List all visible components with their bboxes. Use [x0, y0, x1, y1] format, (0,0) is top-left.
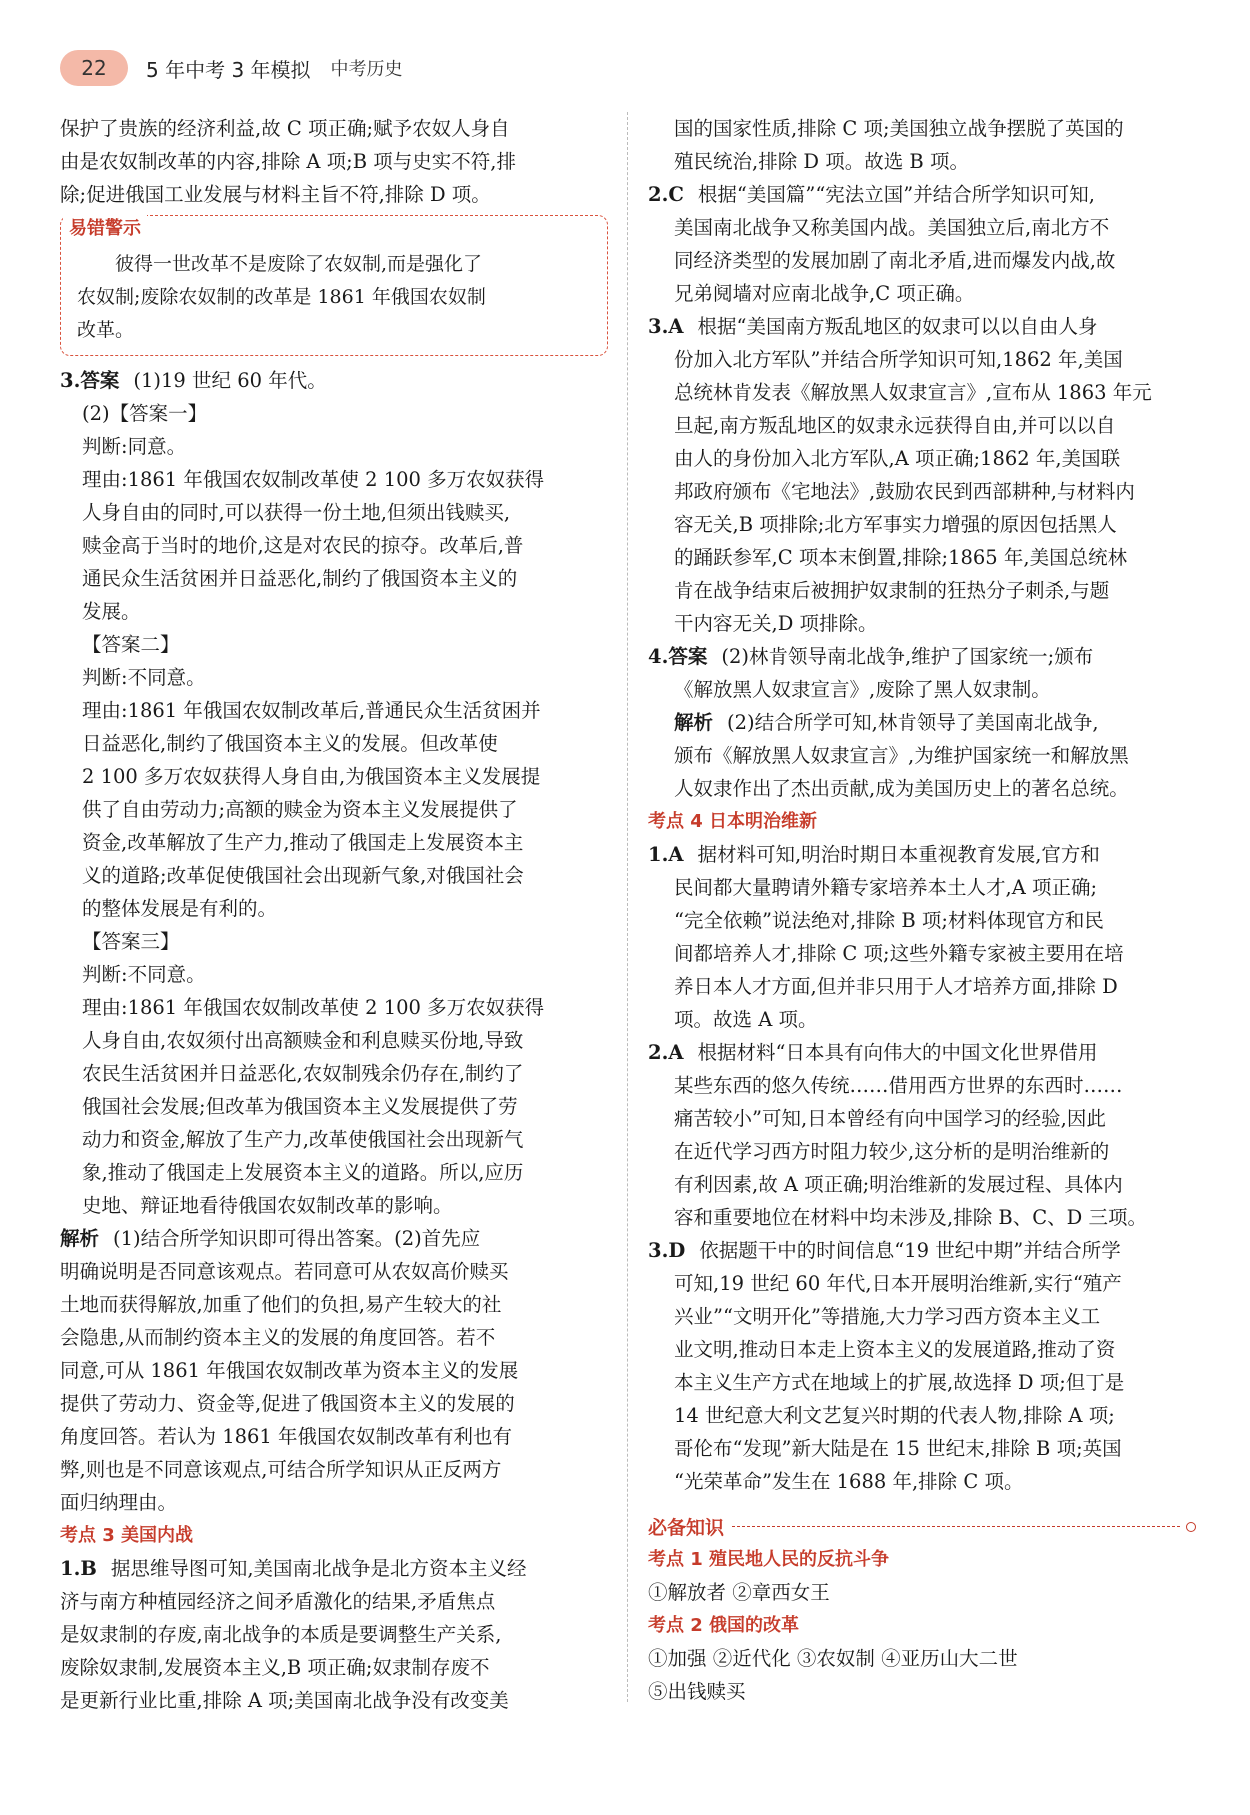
- r-q4-line: [648, 640, 1196, 673]
- text-line: 史地、辩证地看待俄国农奴制改革的影响。: [82, 1194, 453, 1217]
- r-q4-jiexi-text: (2)结合所学可知,林肯领导了美国南北战争,: [727, 711, 1099, 734]
- column-divider: [627, 112, 628, 1702]
- text-line: 判断:不同意。: [82, 666, 206, 689]
- r-q3-label: 3.A: [648, 315, 684, 338]
- text-line: 痛苦较小”可知,日本曾经有向中国学习的经验,因此: [674, 1107, 1106, 1130]
- text-line: “光荣革命”发生在 1688 年,排除 C 项。: [674, 1470, 1024, 1493]
- subject-label: 中考历史: [330, 59, 403, 80]
- text-line: 美国南北战争又称美国内战。美国独立后,南北方不: [674, 216, 1110, 239]
- r-q2-body: [648, 211, 1196, 310]
- text-line: 邦政府颁布《宅地法》,鼓励农民到西部耕种,与材料内: [674, 480, 1135, 503]
- kp2-title: 考点 2 俄国的改革: [648, 1615, 800, 1636]
- section-title-kd3: 考点 3 美国内战: [60, 1525, 194, 1546]
- page-number: 22: [60, 50, 128, 86]
- k2-body: [648, 1069, 1196, 1234]
- r-q4-jiexi-line: [648, 706, 1196, 739]
- k2-text: 根据材料“日本具有向伟大的中国文化世界借用: [697, 1041, 1098, 1064]
- text-line: 容无关,B 项排除;北方军事实力增强的原因包括黑人: [674, 513, 1117, 536]
- text-line: 资金,改革解放了生产力,推动了俄国走上发展资本主: [82, 831, 524, 854]
- k3-text: 依据题干中的时间信息“19 世纪中期”并结合所学: [699, 1239, 1121, 1262]
- text-line: 判断:同意。: [82, 435, 187, 458]
- text-line: 明确说明是否同意该观点。若同意可从农奴高价赎买: [60, 1260, 509, 1283]
- r-q4-jiexi-body: [648, 739, 1196, 805]
- text-line: 在近代学习西方时阻力较少,这分析的是明治维新的: [674, 1140, 1110, 1163]
- text-line: 动力和资金,解放了生产力,改革使俄国社会出现新气: [82, 1128, 524, 1151]
- text-line: 2 100 多万农奴获得人身自由,为俄国资本主义发展提: [82, 765, 541, 788]
- q1-body: [60, 1585, 608, 1717]
- text-line: “完全依赖”说法绝对,排除 B 项;材料体现官方和民: [674, 909, 1104, 932]
- text-line: 的整体发展是有利的。: [82, 897, 278, 920]
- k1-label: 1.A: [648, 843, 684, 866]
- text-line: 同经济类型的发展加剧了南北矛盾,进而爆发内战,故: [674, 249, 1116, 272]
- book-title: 5 年中考 3 年模拟: [146, 57, 311, 82]
- text-line: 保护了贵族的经济利益,故 C 项正确;赋予农奴人身自: [60, 117, 510, 140]
- text-line: 殖民统治,排除 D 项。故选 B 项。: [674, 150, 969, 173]
- text-line: 项。故选 A 项。: [674, 1008, 818, 1031]
- k1-body: [648, 871, 1196, 1036]
- text-line: 提供了劳动力、资金等,促进了俄国资本主义的发展的: [60, 1392, 515, 1415]
- text-line: 会隐患,从而制约资本主义的发展的角度回答。若不: [60, 1326, 496, 1349]
- warning-line: 改革。: [77, 319, 135, 341]
- k3-line: [648, 1234, 1196, 1267]
- warning-line: 彼得一世改革不是废除了农奴制,而是强化了: [115, 253, 483, 275]
- q1-text: 据思维导图可知,美国南北战争是北方资本主义经: [110, 1557, 527, 1580]
- text-line: 除;促进俄国工业发展与材料主旨不符,排除 D 项。: [60, 183, 491, 206]
- text-line: 理由:1861 年俄国农奴制改革使 2 100 多万农奴获得: [82, 996, 545, 1019]
- warning-line: 农奴制;废除农奴制的改革是 1861 年俄国农奴制: [77, 286, 486, 308]
- r-q4-jiexi-label: 解析: [674, 711, 714, 734]
- text-line: 同意,可从 1861 年俄国农奴制改革为资本主义的发展: [60, 1359, 519, 1382]
- kp2-items-cont: ⑤出钱赎买: [648, 1680, 746, 1703]
- text-line: 弊,则也是不同意该观点,可结合所学知识从正反两方: [60, 1458, 502, 1481]
- text-line: 赎金高于当时的地价,这是对农民的掠夺。改革后,普: [82, 534, 524, 557]
- q1-label: 1.B: [60, 1557, 97, 1580]
- warning-title: 易错警示: [63, 214, 147, 240]
- text-line: 理由:1861 年俄国农奴制改革使 2 100 多万农奴获得: [82, 468, 545, 491]
- text-line: (2)【答案一】: [82, 402, 208, 425]
- kp1-items: ①解放者 ②章西女王: [648, 1581, 830, 1604]
- q3-answer-body: [60, 397, 608, 1222]
- k2-label: 2.A: [648, 1041, 684, 1064]
- r-q3-text: 根据“美国南方叛乱地区的奴隶可以以自由人身: [697, 315, 1098, 338]
- essential-knowledge-title: 必备知识: [648, 1517, 725, 1539]
- text-line: 容和重要地位在材料中均未涉及,排除 B、C、D 三项。: [674, 1206, 1147, 1229]
- r-q4-label: 4.答案: [648, 645, 708, 668]
- left-intro: [60, 112, 608, 211]
- r-q3-body: [648, 343, 1196, 640]
- text-line: 间都培养人才,排除 C 项;这些外籍专家被主要用在培: [674, 942, 1124, 965]
- text-line: 总统林肯发表《解放黑人奴隶宣言》,宣布从 1863 年元: [674, 381, 1152, 404]
- text-line: 是更新行业比重,排除 A 项;美国南北战争没有改变美: [60, 1689, 509, 1712]
- text-line: 通民众生活贫困并日益恶化,制约了俄国资本主义的: [82, 567, 518, 590]
- text-line: 废除奴隶制,发展资本主义,B 项正确;奴隶制存废不: [60, 1656, 490, 1679]
- text-line: 判断:不同意。: [82, 963, 206, 986]
- page-header: [60, 50, 403, 86]
- kp1-title: 考点 1 殖民地人民的反抗斗争: [648, 1549, 890, 1570]
- kp2-items: ①加强 ②近代化 ③农奴制 ④亚历山大二世: [648, 1647, 1018, 1670]
- text-line: 理由:1861 年俄国农奴制改革后,普通民众生活贫困并: [82, 699, 541, 722]
- k1-text: 据材料可知,明治时期日本重视教育发展,官方和: [697, 843, 1100, 866]
- text-line: 本主义生产方式在地域上的扩展,故选择 D 项;但丁是: [674, 1371, 1125, 1394]
- text-line: 【答案三】: [82, 930, 180, 953]
- text-line: 角度回答。若认为 1861 年俄国农奴制改革有利也有: [60, 1425, 513, 1448]
- right-column: [648, 112, 1196, 1708]
- text-line: 旦起,南方叛乱地区的奴隶永远获得自由,并可以以自: [674, 414, 1116, 437]
- text-line: 颁布《解放黑人奴隶宣言》,为维护国家统一和解放黑: [674, 744, 1129, 767]
- essential-knowledge-rule: [732, 1526, 1180, 1527]
- text-line: 人身自由,农奴须付出高额赎金和利息赎买份地,导致: [82, 1029, 524, 1052]
- text-line: 是奴隶制的存废,南北战争的本质是要调整生产关系,: [60, 1623, 502, 1646]
- k2-line: [648, 1036, 1196, 1069]
- text-line: 份加入北方军队”并结合所学知识可知,1862 年,美国: [674, 348, 1123, 371]
- circle-icon: [1186, 1522, 1196, 1532]
- right-intro: [648, 112, 1196, 178]
- r-q3-line: [648, 310, 1196, 343]
- text-line: 土地而获得解放,加重了他们的负担,易产生较大的社: [60, 1293, 502, 1316]
- text-line: 肯在战争结束后被拥护奴隶制的狂热分子刺杀,与题: [674, 579, 1110, 602]
- text-line: 某些东西的悠久传统……借用西方世界的东西时……: [674, 1074, 1123, 1097]
- q3-answer-label: 3.答案: [60, 369, 120, 392]
- text-line: 由人的身份加入北方军队,A 项正确;1862 年,美国联: [674, 447, 1121, 470]
- r-q2-label: 2.C: [648, 183, 684, 206]
- text-line: 的踊跃参军,C 项本末倒置,排除;1865 年,美国总统林: [674, 546, 1128, 569]
- k3-body: [648, 1267, 1196, 1498]
- text-line: 农民生活贫困并日益恶化,农奴制残余仍存在,制约了: [82, 1062, 524, 1085]
- text-line: 俄国社会发展;但改革为俄国资本主义发展提供了劳: [82, 1095, 518, 1118]
- text-line: 供了自由劳动力;高额的赎金为资本主义发展提供了: [82, 798, 518, 821]
- text-line: 【答案二】: [82, 633, 180, 656]
- r-q2-text: 根据“美国篇”“宪法立国”并结合所学知识可知,: [697, 183, 1095, 206]
- text-line: 干内容无关,D 项排除。: [674, 612, 878, 635]
- text-line: 《解放黑人奴隶宣言》,废除了黑人奴隶制。: [674, 678, 1051, 701]
- left-column: [60, 112, 608, 1717]
- text-line: 养日本人才方面,但并非只用于人才培养方面,排除 D: [674, 975, 1118, 998]
- essential-knowledge-header: [648, 1510, 1196, 1543]
- q1-line: [60, 1552, 608, 1585]
- warning-box: [60, 215, 608, 356]
- r-q2-line: [648, 178, 1196, 211]
- text-line: 可知,19 世纪 60 年代,日本开展明治维新,实行“殖产: [674, 1272, 1122, 1295]
- section-title-kd4: 考点 4 日本明治维新: [648, 811, 818, 832]
- text-line: 国的国家性质,排除 C 项;美国独立战争摆脱了英国的: [674, 117, 1124, 140]
- text-line: 兄弟阋墙对应南北战争,C 项正确。: [674, 282, 975, 305]
- text-line: 哥伦布“发现”新大陆是在 15 世纪末,排除 B 项;英国: [674, 1437, 1122, 1460]
- text-line: 义的道路;改革促使俄国社会出现新气象,对俄国社会: [82, 864, 524, 887]
- text-line: 有利因素,故 A 项正确;明治维新的发展过程、具体内: [674, 1173, 1123, 1196]
- k1-line: [648, 838, 1196, 871]
- text-line: 兴业”“文明开化”等措施,大力学习西方资本主义工: [674, 1305, 1101, 1328]
- r-q4-text: (2)林肯领导南北战争,维护了国家统一;颁布: [721, 645, 1094, 668]
- q3-answer-text: (1)19 世纪 60 年代。: [133, 369, 327, 392]
- text-line: 14 世纪意大利文艺复兴时期的代表人物,排除 A 项;: [674, 1404, 1115, 1427]
- text-line: 象,推动了俄国走上发展资本主义的道路。所以,应历: [82, 1161, 524, 1184]
- jiexi-text: (1)结合所学知识即可得出答案。(2)首先应: [113, 1227, 481, 1250]
- text-line: 发展。: [82, 600, 141, 623]
- text-line: 面归纳理由。: [60, 1491, 178, 1514]
- text-line: 民间都大量聘请外籍专家培养本土人才,A 项正确;: [674, 876, 1098, 899]
- jiexi-line: [60, 1222, 608, 1255]
- q3-answer-line: [60, 364, 608, 397]
- text-line: 人身自由的同时,可以获得一份土地,但须出钱赎买,: [82, 501, 511, 524]
- k3-label: 3.D: [648, 1239, 686, 1262]
- text-line: 济与南方种植园经济之间矛盾激化的结果,矛盾焦点: [60, 1590, 496, 1613]
- text-line: 业文明,推动日本走上资本主义的发展道路,推动了资: [674, 1338, 1116, 1361]
- text-line: 由是农奴制改革的内容,排除 A 项;B 项与史实不符,排: [60, 150, 516, 173]
- text-line: 日益恶化,制约了俄国资本主义的发展。但改革使: [82, 732, 498, 755]
- jiexi-body: [60, 1255, 608, 1519]
- text-line: 人奴隶作出了杰出贡献,成为美国历史上的著名总统。: [674, 777, 1129, 800]
- jiexi-label: 解析: [60, 1227, 100, 1250]
- r-q4-body: [648, 673, 1196, 706]
